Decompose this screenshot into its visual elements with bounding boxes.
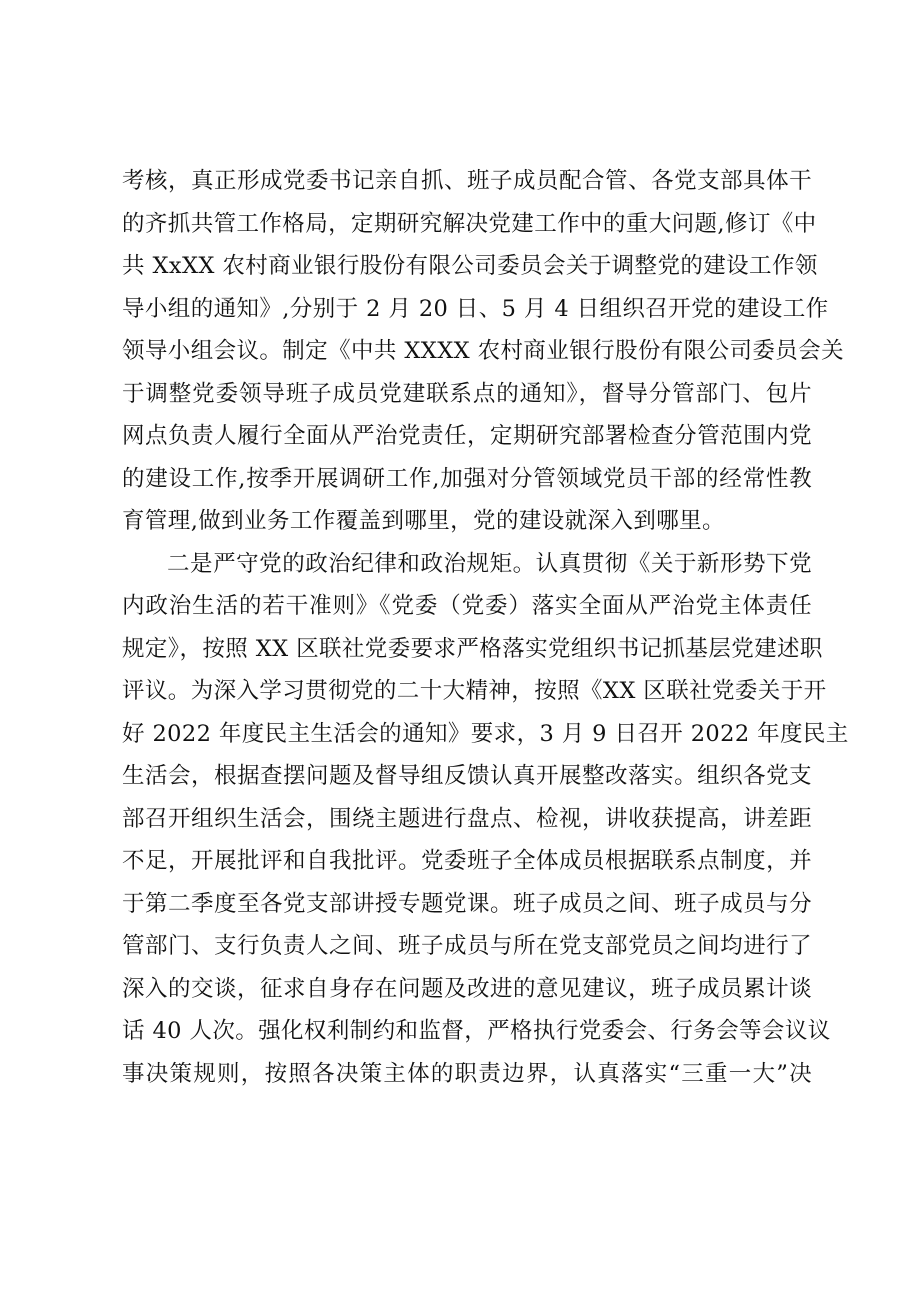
text-line: 不足，开展批评和自我批评。党委班子全体成员根据联系点制度，并 — [122, 848, 812, 874]
text-line: 领导小组会议。制定《中共 XXXX 农村商业银行股份有限公司委员会关 — [122, 338, 844, 364]
text-line: 育管理,做到业务工作覆盖到哪里，党的建设就深入到哪里。 — [122, 508, 725, 534]
text-line: 导小组的通知》,分别于 2 月 20 日、5 月 4 日组织召开党的建设工作 — [122, 295, 829, 322]
text-line: 部召开组织生活会，围绕主题进行盘点、检视，讲收获提高，讲差距 — [122, 805, 812, 832]
text-line: 网点负责人履行全面从严治党责任，定期研究部署检查分管范围内党 — [122, 423, 812, 449]
body-text — [122, 160, 849, 1095]
text-line: 评议。为深入学习贯彻党的二十大精神，按照《XX 区联社党委关于开 — [122, 678, 827, 704]
text-line: 于调整党委领导班子成员党建联系点的通知》，督导分管部门、包片 — [122, 380, 812, 407]
text-line: 共 XxXX 农村商业银行股份有限公司委员会关于调整党的建设工作领 — [122, 253, 818, 279]
text-line: 话 40 人次。强化权利制约和监督，严格执行党委会、行务会等会议议 — [122, 1018, 831, 1044]
text-line: 内政治生活的若干准则》《党委（党委）落实全面从严治党主体责任 — [122, 593, 812, 619]
text-line: 的齐抓共管工作格局，定期研究解决党建工作中的重大问题,修订《中 — [122, 210, 817, 237]
text-line: 二是严守党的政治纪律和政治规矩。认真贯彻《关于新形势下党 — [167, 550, 812, 577]
text-line: 于第二季度至各党支部讲授专题党课。班子成员之间、班子成员与分 — [122, 890, 812, 917]
text-line: 的建设工作,按季开展调研工作,加强对分管领域党员干部的经常性教 — [122, 465, 812, 492]
text-line: 生活会，根据查摆问题及督导组反馈认真开展整改落实。组织各党支 — [122, 763, 812, 789]
text-line: 规定》，按照 XX 区联社党委要求严格落实党组织书记抓基层党建述职 — [122, 635, 823, 662]
text-line: 事决策规则，按照各决策主体的职责边界，认真落实“三重一大”决 — [122, 1060, 812, 1087]
text-line: 考核，真正形成党委书记亲自抓、班子成员配合管、各党支部具体干 — [122, 168, 812, 194]
text-line: 好 2022 年度民主生活会的通知》要求，3 月 9 日召开 2022 年度民主 — [122, 720, 849, 747]
text-line: 管部门、支行负责人之间、班子成员与所在党支部党员之间均进行了 — [122, 933, 812, 959]
text-line: 深入的交谈，征求自身存在问题及改进的意见建议，班子成员累计谈 — [122, 975, 812, 1002]
